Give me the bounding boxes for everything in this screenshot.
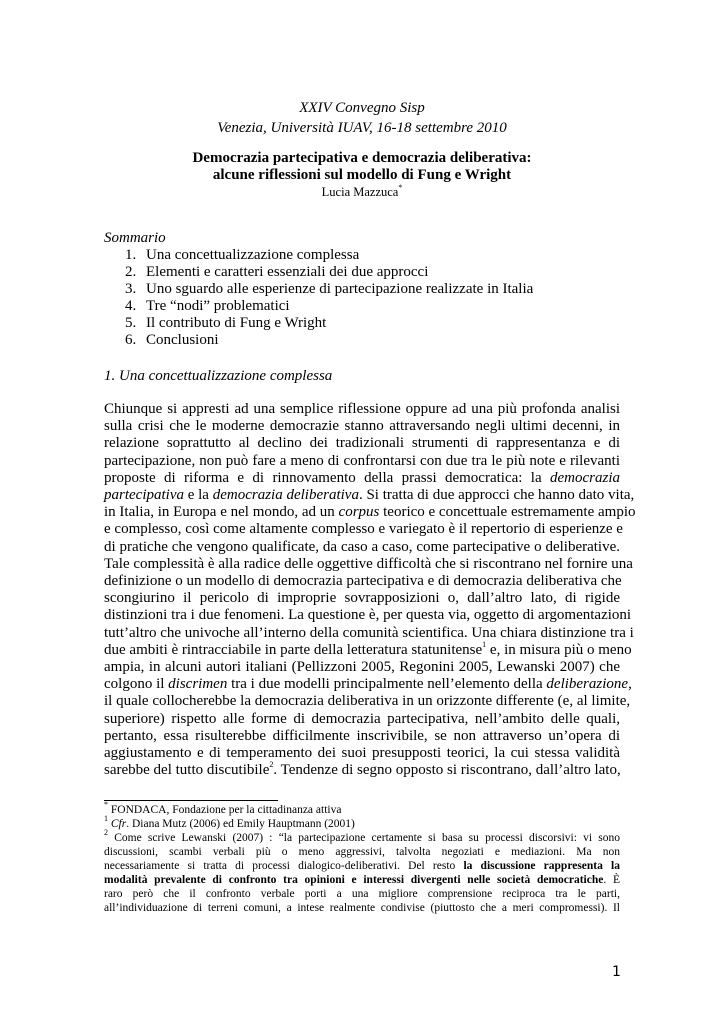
summary-item: 2. Elementi e caratteri essenziali dei due approcci — [125, 264, 429, 280]
page-content — [104, 98, 636, 779]
body-paragraph — [104, 401, 636, 779]
summary-item: 1. Una concettualizzazione complessa — [125, 247, 360, 263]
summary-item: 3. Uno sguardo alle esperienze di partecipazione realizzate in Italia — [125, 281, 534, 297]
conference-header — [104, 98, 620, 138]
paragraph-line: sarebbe del tutto discutibile$^2$. Tendenze di segno opposto si riscontrano, dall’altro lato, — [104, 760, 621, 779]
paragraph-line: distinzioni tra i due fenomeni. La questione è, per questa via, oggetto di argomentazioni — [104, 607, 632, 624]
conference-venue: Venezia, Università IUAV, 16-18 settembre 2010 — [217, 120, 507, 136]
page-number: 1 — [612, 964, 621, 980]
paragraph-line: Tale complessità è alla radice delle oggettive difficoltà che si riscontrano nel fornire una — [104, 555, 633, 572]
emphasis: deliberazione — [546, 676, 629, 693]
footnote-star: * FONDACA, Fondazione per la cittadinanza attiva — [104, 800, 342, 816]
paragraph-line: di pratiche che vengono qualificate, da caso a caso, come partecipative o deliberative. — [104, 538, 620, 555]
author — [104, 182, 620, 200]
paragraph-line: Chiunque si appresti ad una semplice riflessione oppure ad una più profonda analisi — [104, 401, 620, 417]
emphasis: democrazia deliberativa — [212, 487, 359, 504]
footnote-separator — [104, 800, 278, 801]
emphasis: discrimen — [168, 676, 228, 693]
emphasis: partecipativa — [104, 487, 184, 504]
paper-title — [104, 150, 620, 184]
footnote-line: all’individuazione di terreni comuni, a intese realmente condivise (piuttosto che a meri compromessi). Il — [104, 902, 620, 914]
footnote-line: necessariamente si tratta di processi dialogico-deliberativi. Del resto la discussione rappresenta la — [104, 860, 620, 872]
paragraph-line: tutt’altro che univoche all’interno della comunità scientifica. Una chiara distinzione tra i — [104, 624, 634, 641]
emphasis: democrazia — [550, 469, 621, 486]
summary-item: 5. Il contributo di Fung e Wright — [125, 315, 327, 331]
paragraph-line: e complesso, così come altamente complesso e variegato è il repertorio di esperienze e — [104, 521, 623, 538]
paragraph-line: partecipazione, non può fare a meno di confrontarsi con due tra le più note e rilevanti — [104, 452, 620, 469]
title-line-1: Democrazia partecipativa e democrazia deliberativa: — [192, 150, 532, 166]
footnote-line: modalità prevalente di confronto tra opinioni e interessi divergenti nelle società democratiche. È — [104, 874, 620, 886]
summary-item: 6. Conclusioni — [125, 332, 219, 348]
footnote-1: $^1$ Cfr. Diana Mutz (2006) ed Emily Hauptmann (2001) — [104, 814, 355, 830]
footnotes — [104, 800, 620, 915]
paragraph-line: sulla crisi che le moderne democrazie stanno attraversando negli ultimi decenni, in — [104, 418, 620, 435]
paragraph-line: in Italia, in Europa e nel mondo, ad un corpus teorico e concettuale estremamente ampio — [104, 504, 636, 521]
paragraph-line: colgono il discrimen tra i due modelli principalmente nell’elemento della deliberazione, — [104, 676, 632, 693]
footnote-ref[interactable]: 2 — [269, 760, 274, 770]
paragraph-line: il quale collocherebbe la democrazia deliberativa in un orizzonte differente (e, al limite, — [104, 693, 631, 710]
paragraph-line: definizione o un modello di democrazia partecipativa e di democrazia deliberativa che — [104, 573, 622, 590]
conference-name: XXIV Convegno Sisp — [299, 100, 425, 116]
paragraph-line: proposte di riforma e di rinnovamento della prassi democratica: la democrazia — [104, 469, 621, 486]
paragraph-line: pertanto, essa risulterebbe difficilmente inscrivibile, se non attraverso un’opera di — [104, 727, 620, 744]
paragraph-line: aggiustamento e di temperamento dei suoi presupposti teorici, la cui stessa validità — [104, 745, 620, 762]
footnote-2: $^2$ Come scrive Lewanski (2007) : “la partecipazione certamente si basa su processi discorsivi: vi sono — [104, 828, 620, 844]
paragraph-line: due ambiti è rintracciabile in parte della letteratura statunitense$^1$ e, in misura più o meno — [104, 639, 632, 658]
paragraph-line: superiore) rispetto alle forme di democrazia partecipativa, nell’ambito delle quali, — [104, 710, 620, 727]
paragraph-line: ampia, in alcuni autori italiani (Pellizzoni 2005, Regonini 2005, Lewanski 2007) che — [104, 659, 620, 676]
summary-heading: Sommario — [104, 230, 166, 246]
author-name: Lucia Mazzuca — [321, 185, 399, 199]
footnote-line: raro però che il confronto verbale porti a una migliore comprensione reciproca tra le parti, — [104, 888, 620, 900]
emphasis: corpus — [338, 504, 380, 521]
footnote-ref[interactable]: 1 — [482, 639, 487, 649]
paragraph-line: scongiurino il pericolo di improprie sovrapposizioni o, dall’altro lato, di rigide — [104, 590, 620, 607]
footnote-line: discussioni, scambi verbali più o meno aggressivi, talvolta negoziati e mediazioni. Ma non — [104, 846, 620, 858]
section-heading: 1. Una concettualizzazione complessa — [104, 368, 333, 384]
paragraph-line: partecipativa e la democrazia deliberativa. Si tratta di due approcci che hanno dato vita, — [104, 487, 635, 504]
author-footnote-marker: * — [398, 182, 403, 192]
summary-item: 4. Tre “nodi” problematici — [125, 298, 290, 314]
summary-list — [104, 247, 620, 349]
paragraph-line: relazione soprattutto al declino dei tradizionali strumenti di rappresentanza e di — [104, 435, 620, 452]
title-line-2: alcune riflessioni sul modello di Fung e Wright — [212, 167, 512, 183]
